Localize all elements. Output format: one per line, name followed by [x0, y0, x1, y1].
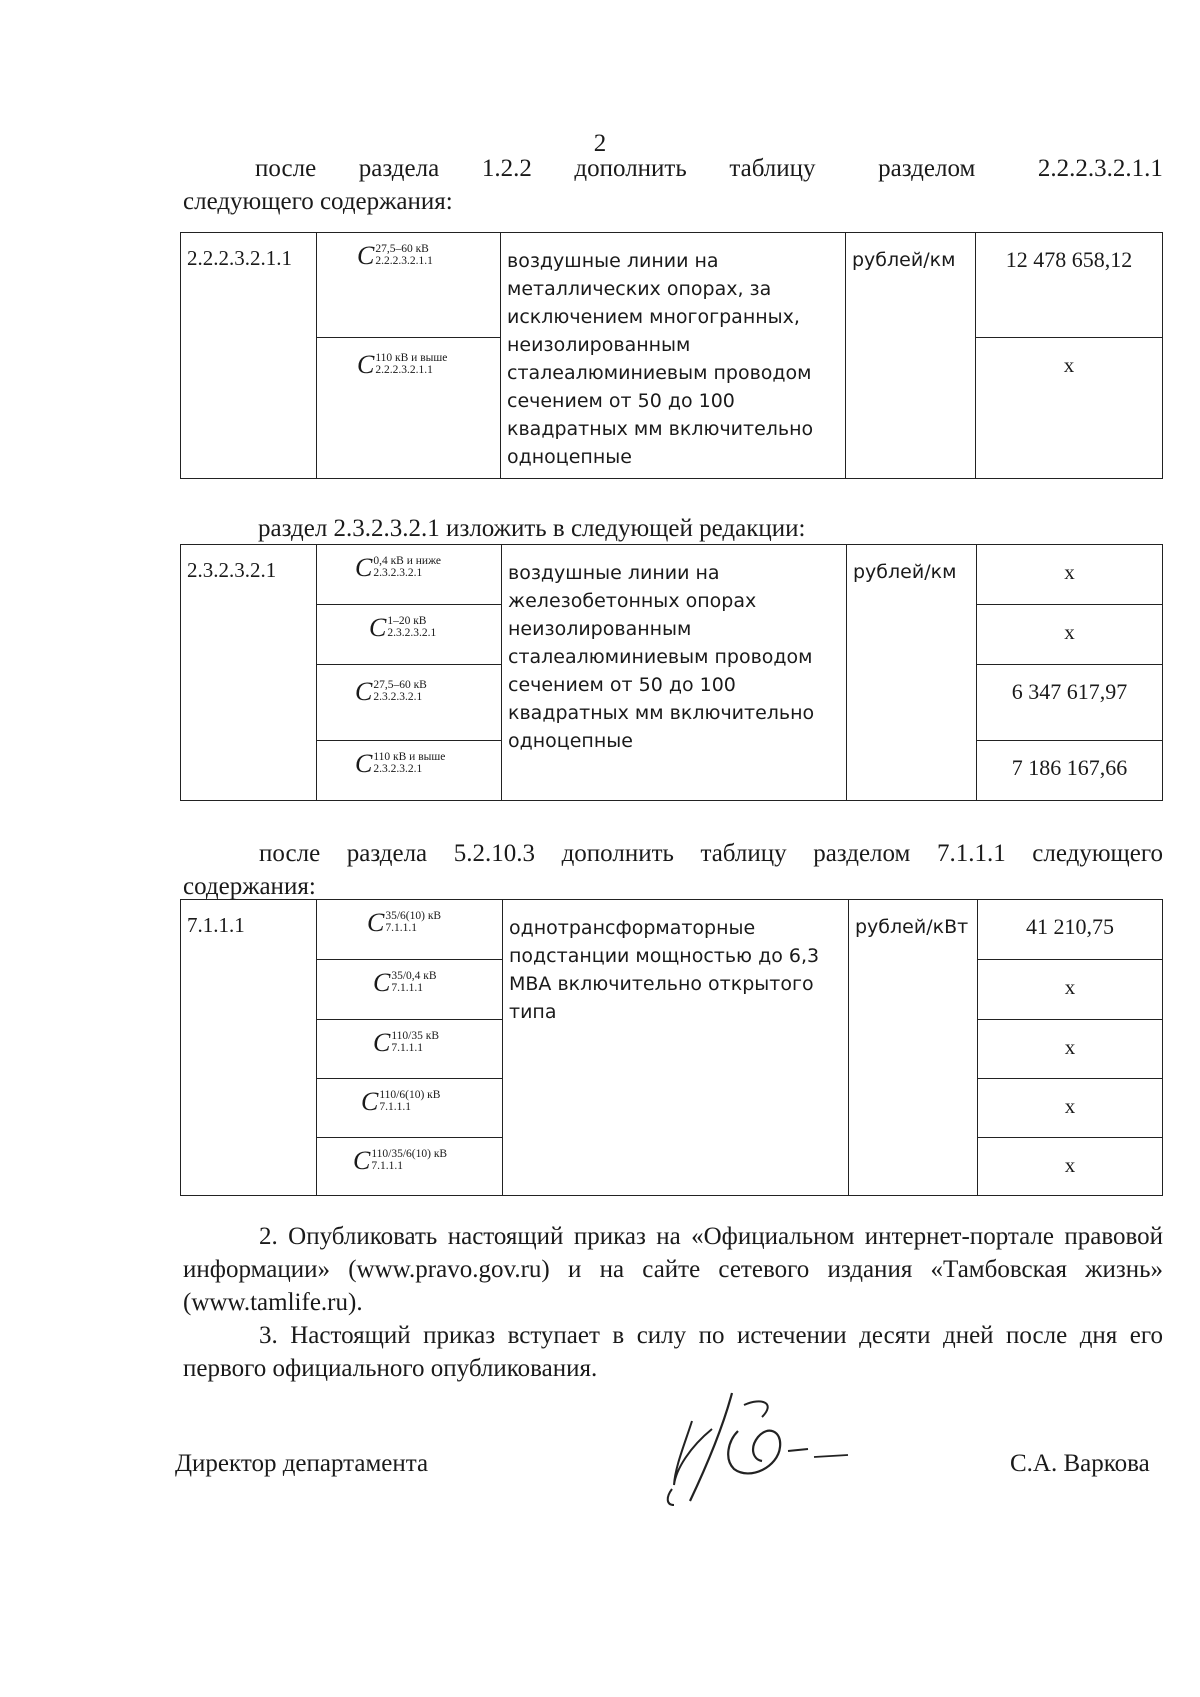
intro-paragraph-2: раздел 2.3.2.3.2.1 изложить в следующей редакции:: [258, 515, 806, 542]
intro-1-word: разделом: [878, 155, 976, 182]
tariff-symbol-cell: [317, 338, 501, 479]
intro-3-line-1: после раздела 5.2.10.3 дополнить таблицу разделом 7.1.1.1 следующего: [259, 840, 1163, 867]
section-code: 2.3.2.3.2.1: [181, 545, 317, 801]
intro-1-word: 2.2.2.3.2.1.1: [1037, 155, 1163, 182]
tariff-symbol-cell: [317, 900, 503, 960]
symbol-superscript: 27,5–60 кВ: [375, 243, 429, 255]
section-code: 7.1.1.1: [181, 900, 317, 1196]
tariff-symbol-cell: [317, 960, 503, 1020]
symbol-subscript: 2.3.2.3.2.1: [373, 691, 423, 703]
signatory-position: Директор департамента: [175, 1450, 429, 1477]
symbol-subscript: 2.2.2.3.2.1.1: [375, 255, 433, 267]
symbol-subscript: 7.1.1.1: [385, 922, 417, 934]
symbol-superscript: 110 кВ и выше: [375, 352, 448, 364]
table-section-2-3-2-3-2-1: [180, 544, 1163, 801]
tariff-symbol-cell: [317, 665, 502, 741]
clause-2: 2. Опубликовать настоящий приказ на «Официальном интернет-портале правовой информации» (www.pravo.gov.ru) и на сайте сетевого издания «Тамбовская жизнь» (www.tamlife.ru).: [183, 1223, 1163, 1316]
symbol-subscript: 7.1.1.1: [391, 1042, 423, 1054]
symbol-superscript: 27,5–60 кВ: [373, 679, 427, 691]
tariff-symbol-cell: [317, 1138, 503, 1196]
tariff-symbol: C 110/35 кВ 7.1.1.1: [373, 1028, 439, 1057]
symbol-superscript: 0,4 кВ и ниже: [373, 555, 441, 567]
rate-value: x: [978, 960, 1163, 1020]
table-row: [181, 233, 1163, 338]
rate-value: x: [978, 1079, 1163, 1138]
symbol-superscript: 110/6(10) кВ: [379, 1089, 441, 1101]
rate-value: x: [978, 1020, 1163, 1079]
tariff-symbol-cell: [317, 1079, 503, 1138]
tariff-symbol-cell: [317, 605, 502, 665]
signatory-name: С.А. Варкова: [1010, 1450, 1150, 1477]
section-description: воздушные линии на железобетонных опорах неизолированным сталеалюминиевым проводом сечением от 50 до 100 квадратных мм включительно одноцепные: [502, 545, 847, 801]
rate-value: x: [977, 545, 1163, 605]
section-description: однотрансформаторные подстанции мощностью до 6,3 МВА включительно открытого типа: [503, 900, 849, 1196]
rate-value: 12 478 658,12: [976, 233, 1163, 338]
tariff-symbol-cell: [317, 545, 502, 605]
symbol-subscript: 7.1.1.1: [391, 982, 423, 994]
unit-of-measure: рублей/км: [846, 233, 976, 479]
symbol-subscript: 2.3.2.3.2.1: [387, 627, 437, 639]
handwritten-signature: [640, 1385, 890, 1515]
unit-of-measure: рублей/км: [847, 545, 977, 801]
rate-value: 7 186 167,66: [977, 741, 1163, 801]
intro-1-word: после: [255, 155, 317, 182]
intro-1-word: таблицу: [729, 155, 816, 182]
rate-value: x: [978, 1138, 1163, 1196]
tariff-symbol: C 110/6(10) кВ 7.1.1.1: [361, 1087, 441, 1116]
tariff-symbol-cell: [317, 741, 502, 801]
table-section-2-2-2-3-2-1-1: [180, 232, 1163, 479]
clause-3: 3. Настоящий приказ вступает в силу по истечении десяти дней после дня его первого официального опубликования.: [183, 1322, 1163, 1382]
symbol-subscript: 2.3.2.3.2.1: [373, 763, 423, 775]
symbol-superscript: 1–20 кВ: [387, 615, 427, 627]
table-section-7-1-1-1: [180, 899, 1163, 1196]
tariff-symbol: C 110/35/6(10) кВ 7.1.1.1: [353, 1146, 448, 1175]
tariff-symbol: C 35/0,4 кВ 7.1.1.1: [373, 968, 437, 997]
tariff-symbol: C 35/6(10) кВ 7.1.1.1: [367, 908, 442, 937]
rate-value: x: [976, 338, 1163, 479]
symbol-subscript: 2.2.2.3.2.1.1: [375, 364, 433, 376]
page-number: 2: [593, 130, 607, 157]
symbol-superscript: 35/6(10) кВ: [385, 910, 442, 922]
symbol-superscript: 110/35 кВ: [391, 1030, 439, 1042]
tariff-symbol: C 27,5–60 кВ 2.3.2.3.2.1: [355, 677, 427, 706]
symbol-subscript: 7.1.1.1: [379, 1101, 411, 1113]
table-row: [181, 900, 1163, 960]
intro-1-word: 1.2.2: [481, 155, 532, 182]
intro-1-word: дополнить: [574, 155, 687, 182]
intro-paragraph-1: [183, 152, 1163, 218]
symbol-subscript: 2.3.2.3.2.1: [373, 567, 423, 579]
unit-of-measure: рублей/кВт: [849, 900, 978, 1196]
rate-value: 6 347 617,97: [977, 665, 1163, 741]
tariff-symbol: C 27,5–60 кВ 2.2.2.3.2.1.1: [357, 241, 433, 270]
tariff-symbol-cell: [317, 233, 501, 338]
symbol-superscript: 35/0,4 кВ: [391, 970, 437, 982]
rate-value: 41 210,75: [978, 900, 1163, 960]
tariff-symbol: C 1–20 кВ 2.3.2.3.2.1: [369, 613, 437, 642]
intro-1-line-2: следующего содержания:: [183, 188, 453, 215]
section-code: 2.2.2.3.2.1.1: [181, 233, 317, 479]
intro-paragraph-3: [183, 837, 1163, 903]
symbol-superscript: 110 кВ и выше: [373, 751, 446, 763]
tariff-symbol-cell: [317, 1020, 503, 1079]
intro-3-line-2: содержания:: [183, 873, 316, 900]
tariff-symbol: C 110 кВ и выше 2.2.2.3.2.1.1: [357, 350, 448, 379]
tariff-symbol: C 0,4 кВ и ниже 2.3.2.3.2.1: [355, 553, 441, 582]
section-description: воздушные линии на металлических опорах, за исключением многогранных, неизолированным сталеалюминиевым проводом сечением от 50 до 100 квадратных мм включительно одноцепные: [501, 233, 846, 479]
symbol-superscript: 110/35/6(10) кВ: [371, 1148, 448, 1160]
intro-1-word: раздела: [358, 155, 440, 182]
rate-value: x: [977, 605, 1163, 665]
symbol-subscript: 7.1.1.1: [371, 1160, 403, 1172]
tariff-symbol: C 110 кВ и выше 2.3.2.3.2.1: [355, 749, 446, 778]
intro-1-line-1: [183, 152, 1163, 185]
table-row: [181, 545, 1163, 605]
